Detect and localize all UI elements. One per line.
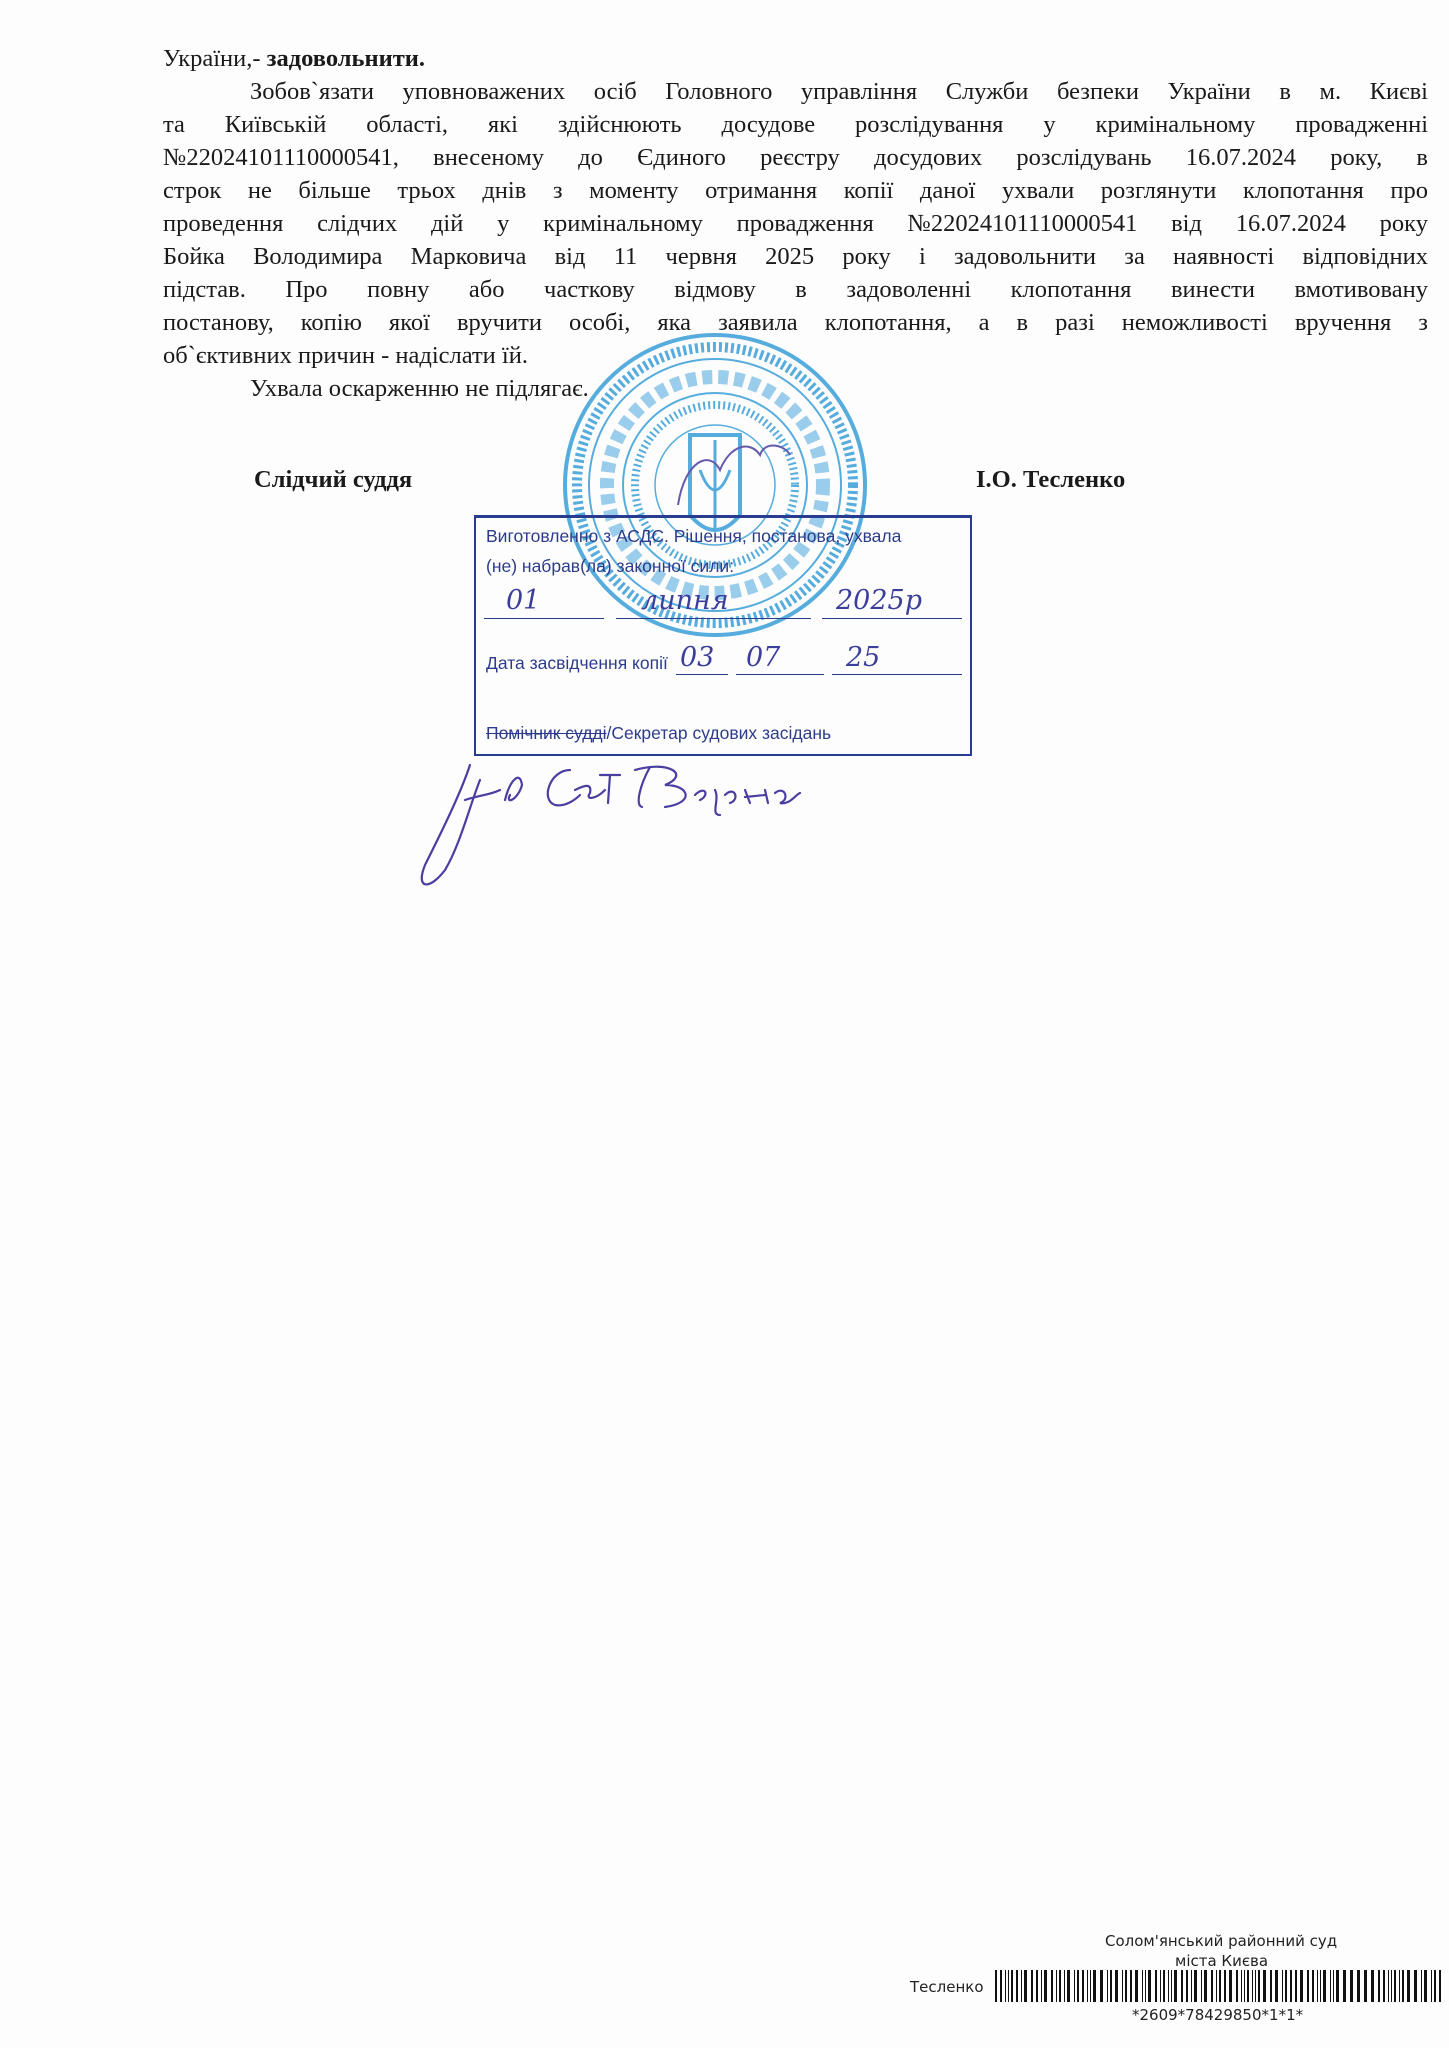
barcode-bar [1074,1970,1075,2002]
barcode-bar [1168,1970,1169,2002]
barcode-bar [1181,1970,1183,2002]
barcode-bar [1031,1970,1033,2002]
barcode-bar [1407,1970,1410,2002]
barcode-bar [1371,1970,1374,2002]
barcode-bar [1285,1970,1287,2002]
barcode-bar [1087,1970,1088,2002]
barcode-bar [1252,1970,1253,2002]
barcode-bar [1336,1970,1339,2002]
text-line-content: Бойка Володимира Марковича від 11 червня 2025 року і задовольнити за наявності відповідних [163,243,1428,270]
barcode-bar [1016,1970,1018,2002]
barcode-bar [1160,1970,1161,2002]
barcode-bar [1388,1970,1389,2002]
role-rest: /Секретар судових засідань [606,723,832,743]
barcode-bar [1194,1970,1197,2002]
barcode-bar [1171,1970,1172,2002]
barcode-bar [1275,1970,1278,2002]
barcode-bar [1295,1970,1297,2002]
barcode-bar [1008,1970,1009,2002]
barcode-bar [1270,1970,1272,2002]
barcode-bar [1255,1970,1256,2002]
barcode-bar [1036,1970,1038,2002]
handwritten-signature [410,755,850,895]
barcode-bar [1378,1970,1380,2002]
role-struck: Помічник судді [486,723,607,743]
barcode-bar [1343,1970,1346,2002]
barcode-bar [1439,1970,1441,2002]
barcode-bar [1191,1970,1192,2002]
copy-date-label: Дата засвідчення копії [486,653,668,673]
barcode-bar [1424,1970,1427,2002]
barcode-bar [1082,1970,1084,2002]
barcode-bar [1125,1970,1127,2002]
barcode-bar [1142,1970,1143,2002]
barcode-bar [1224,1970,1226,2002]
barcode-bar [1093,1970,1096,2002]
barcode-bar [1394,1970,1396,2002]
barcode-bar [1399,1970,1400,2002]
barcode-bar [1145,1970,1146,2002]
barcode-bar [1357,1970,1360,2002]
barcode-bar [995,1970,997,2002]
barcode-bar [1186,1970,1188,2002]
barcode-bar [1263,1970,1266,2002]
barcode-bar [1364,1970,1367,2002]
text-line [163,141,1428,174]
text-line-content: строк не більше трьох днів з моменту отримання копії даної ухвали розглянути клопотання про [163,177,1428,204]
barcode-bar [1135,1970,1138,2002]
barcode-bar [1122,1970,1123,2002]
barcode-bar [1323,1970,1326,2002]
barcode-bar [1236,1970,1238,2002]
text-line [163,207,1428,240]
barcode-bar [1041,1970,1042,2002]
barcode-bar [1391,1970,1392,2002]
barcode-bar [1130,1970,1132,2002]
copy-day: 03 [680,642,715,673]
barcode-bar [1064,1970,1065,2002]
barcode-bar [1333,1970,1334,2002]
barcode-bar [1110,1970,1112,2002]
text-bold: задовольнити. [266,45,426,72]
barcode-bar [1414,1970,1417,2002]
barcode-bar [1011,1970,1013,2002]
text-line [163,75,1428,108]
barcode-bar [1312,1970,1314,2002]
barcode-bar [1107,1970,1108,2002]
barcode-bar [1300,1970,1303,2002]
text-line [163,108,1428,141]
stamp-role [486,723,831,744]
entry-year: 2025р [836,585,922,616]
entry-day: 01 [506,585,541,616]
text-normal: України,- [163,45,267,72]
barcode-bar [1077,1970,1079,2002]
stamp-line-2: (не) набрав(ла) законної сили: [486,556,735,576]
barcode-bar [1247,1970,1249,2002]
barcode-bar [1219,1970,1221,2002]
barcode-bar [1307,1970,1309,2002]
barcode-bar [1174,1970,1177,2002]
barcode-bar [1244,1970,1245,2002]
barcode-bar [1330,1970,1331,2002]
footer-court-name: Солом'янський районний суд [1105,1932,1338,1950]
barcode-bar [1201,1970,1202,2002]
barcode-bar [1290,1970,1292,2002]
barcode-bar [1005,1970,1006,2002]
barcode-bar [1067,1970,1070,2002]
barcode-bar [1350,1970,1353,2002]
barcode-bar [1044,1970,1047,2002]
footer-judge: Тесленко [910,1978,984,1996]
certification-stamp [474,515,972,756]
text-line-content: Зобов`язати уповноважених осіб Головного управління Служби безпеки України в м. Києві [250,78,1428,105]
stamp-line-1: Виготовленно з АСДС. Рішення, постанова, ухвала [486,526,902,546]
barcode-bar [1059,1970,1061,2002]
barcode-bar [1320,1970,1321,2002]
copy-year: 25 [846,642,881,673]
barcode-bar [1148,1970,1151,2002]
text-line-content: та Київській області, які здійснюють досудове розслідування у кримінальному провадженні [163,111,1428,138]
barcode-bar [1024,1970,1027,2002]
barcode-bar [1434,1970,1436,2002]
text-line-content: підстав. Про повну або часткову відмову в задоволенні клопотання винести вмотивовану [163,276,1428,303]
barcode-bar [1421,1970,1422,2002]
barcode-bar [1051,1970,1053,2002]
text-line-content: Ухвала оскарженню не підлягає. [250,375,589,402]
barcode-bar [1282,1970,1283,2002]
text-line-content: №22024101110000541, внесеному до Єдиного реєстру досудових розслідувань 16.07.2024 року, в [163,144,1428,171]
barcode-bar [1090,1970,1091,2002]
entry-month: липня [641,585,729,616]
barcode-bar [1431,1970,1432,2002]
barcode-bar [1115,1970,1118,2002]
barcode-bar [1021,1970,1022,2002]
text-line [163,42,1428,75]
barcode-bar [1402,1970,1404,2002]
barcode-bar [1211,1970,1213,2002]
text-line-content: об`єктивних причин - надіслати їй. [163,342,528,369]
barcode-number: *2609*78429850*1*1* [1132,2006,1304,2024]
barcode-bar [1204,1970,1207,2002]
barcode-bar [1056,1970,1057,2002]
text-line [163,240,1428,273]
barcode-bar [1100,1970,1103,2002]
barcode-bar [1229,1970,1232,2002]
barcode-bar [1383,1970,1385,2002]
signature-role: Слідчий суддя [254,466,413,493]
barcode-bar [1216,1970,1217,2002]
text-line [163,174,1428,207]
text-line-content: постанову, копію якої вручити особі, яка заявила клопотання, а в разі неможливості вручення з [163,309,1428,336]
barcode-bar [1155,1970,1157,2002]
judge-name: І.О. Тесленко [976,466,1126,493]
barcode-bar [1000,1970,1002,2002]
text-line-content: проведення слідчих дій у кримінальному провадження №22024101110000541 від 16.07.2024 року [163,210,1428,237]
barcode-bar [1241,1970,1242,2002]
barcode [995,1970,1445,2002]
barcode-bar [1258,1970,1260,2002]
footer-court-city: міста Києва [1175,1952,1269,1970]
text-line [163,273,1428,306]
copy-month: 07 [746,642,781,673]
barcode-bar [1317,1970,1318,2002]
barcode-bar [1163,1970,1165,2002]
